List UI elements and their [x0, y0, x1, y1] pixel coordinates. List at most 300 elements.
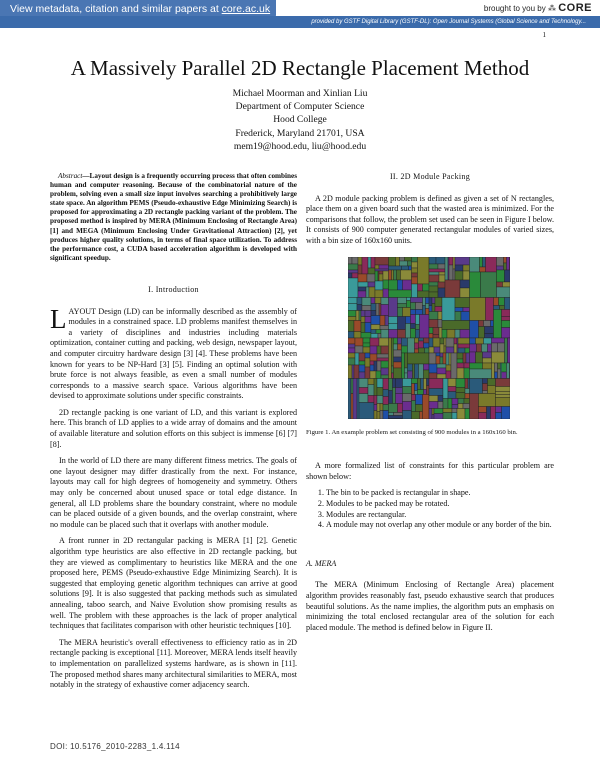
packed-module: [389, 280, 398, 290]
packing-paragraph-2: A more formalized list of constraints for this particular problem are shown below:: [306, 461, 554, 481]
packed-module: [363, 338, 370, 343]
packed-module: [359, 310, 361, 320]
packed-module: [389, 418, 403, 419]
constraint-list: [306, 488, 554, 530]
left-column: [50, 172, 297, 697]
packed-module: [368, 395, 374, 402]
packed-module: [405, 368, 408, 373]
intro-paragraph-5: The MERA heuristic's overall effectiveness to efficiency ratio as in 2D rectangle packing is exceptional [11]. Moreover, MERA lends itself heavily to implementation on parallelized systems hardware, as is shown in [11]. The proposed method shares many architectural similarities to MERA, most notably in the strategy of exhaustive corner adjacency search.: [50, 637, 297, 690]
packed-module: [358, 287, 366, 291]
packed-module: [348, 297, 357, 303]
packed-module: [394, 338, 398, 344]
packed-module: [381, 329, 389, 338]
packed-module: [379, 303, 381, 315]
packed-module: [466, 353, 470, 363]
packed-module: [470, 320, 479, 338]
packed-module: [374, 378, 377, 395]
packed-module: [412, 383, 415, 394]
packed-module: [365, 322, 371, 332]
packed-module: [429, 319, 438, 327]
packed-module: [370, 346, 377, 354]
packed-module: [496, 394, 511, 397]
packed-module: [440, 353, 443, 357]
packed-module: [357, 304, 362, 310]
packed-module: [458, 403, 463, 408]
packed-module: [465, 348, 470, 353]
packed-module: [415, 338, 419, 343]
packed-module: [408, 338, 415, 353]
packed-module: [377, 361, 381, 371]
packed-module: [485, 333, 494, 338]
packed-module: [363, 343, 370, 347]
packed-module: [419, 341, 424, 348]
packed-module: [497, 270, 505, 282]
packed-module: [443, 412, 452, 419]
packed-module: [405, 257, 412, 261]
packed-module: [507, 257, 510, 270]
packed-module: [365, 358, 370, 367]
packed-module: [463, 271, 470, 280]
packed-module: [376, 303, 379, 315]
packed-module: [486, 297, 494, 320]
packed-module: [358, 257, 362, 265]
packed-module: [403, 401, 412, 410]
packed-module: [445, 257, 448, 280]
packed-module: [371, 310, 376, 315]
packed-module: [383, 280, 389, 289]
packed-module: [432, 303, 435, 311]
packed-module: [496, 406, 502, 412]
packed-module: [412, 400, 416, 411]
packed-module: [359, 365, 365, 372]
packed-module: [448, 386, 456, 391]
packed-module: [416, 404, 423, 411]
packed-module: [455, 311, 461, 320]
packed-module: [457, 368, 464, 379]
packed-module: [369, 287, 375, 298]
packed-module: [408, 371, 413, 379]
packed-module: [500, 305, 505, 309]
packed-module: [407, 297, 411, 300]
packed-module: [368, 384, 374, 395]
packed-module: [488, 344, 492, 352]
figure-caption: Figure 1. An example problem set consisting of 900 modules in a 160x160 bin.: [306, 428, 518, 436]
packed-module: [396, 393, 403, 403]
packed-module: [394, 362, 402, 368]
packed-module: [383, 389, 389, 396]
packed-module: [380, 325, 389, 329]
packed-module: [409, 266, 412, 270]
packed-module: [463, 353, 466, 363]
packed-module: [480, 257, 483, 267]
packed-module: [416, 309, 423, 314]
packed-module: [412, 262, 418, 268]
packed-module: [429, 282, 438, 286]
packed-module: [420, 411, 423, 419]
provided-by-bar[interactable]: [0, 16, 600, 28]
constraint-item: 2. Modules to be packed may be rotated.: [326, 499, 554, 510]
packed-module: [449, 257, 453, 265]
packed-module: [354, 320, 361, 331]
packed-module: [405, 353, 408, 368]
packed-module: [394, 357, 402, 362]
packed-module: [416, 302, 423, 309]
packed-module: [455, 265, 463, 271]
packed-module: [381, 375, 389, 379]
packed-module: [432, 414, 434, 419]
packed-module: [456, 392, 465, 398]
packed-module: [487, 406, 491, 419]
packed-module: [434, 413, 443, 419]
packed-module: [354, 331, 361, 338]
packed-module: [437, 374, 446, 379]
packed-module: [481, 272, 497, 298]
packed-module: [485, 326, 494, 333]
packed-module: [438, 401, 443, 408]
packed-module: [416, 394, 423, 404]
packed-module: [381, 368, 389, 375]
packed-module: [389, 297, 398, 316]
packed-module: [455, 297, 470, 307]
author-institution: Hood College: [273, 114, 327, 126]
mera-paragraph: The MERA (Minimum Enclosing of Rectangle Area) placement algorithm provides reasonably fast, pseudo exhaustive search that produces beautiful solutions. As the name implies, the algorithm puts an emphasis on minimizing the total enclosed rectangular area of the solution for each placed module. The method is defined below in Figure II.: [306, 580, 554, 632]
packed-module: [488, 378, 496, 385]
packed-module: [503, 282, 511, 287]
packed-module: [496, 412, 502, 419]
packed-module: [499, 297, 505, 305]
page-number: 1: [542, 31, 546, 39]
provided-by-text: provided by GSTF Digital Library (GSTF-DL): Open Journal Systems (Global Science and Technology...: [311, 19, 586, 25]
packed-module: [389, 290, 412, 298]
packed-module: [510, 363, 511, 372]
packed-module: [465, 388, 470, 393]
packed-module: [429, 305, 432, 311]
packed-module: [392, 366, 394, 373]
packed-module: [486, 257, 497, 272]
packed-module: [483, 390, 488, 393]
packing-figure: [348, 257, 510, 419]
packed-module: [434, 347, 440, 353]
packed-module: [394, 344, 398, 350]
packed-module: [396, 378, 403, 387]
packed-module: [482, 344, 488, 352]
packing-paragraph-1: A 2D module packing problem is defined as given a set of N rectangles, place them on a given board such that the wasted area is minimized. For the comparisons that follow, the problem set used can be seen in Figure I below. It consists of 900 computer generated rectangular modules of varied sizes, with a bin size of 160x160 units.: [306, 193, 554, 245]
packed-module: [406, 323, 411, 338]
packed-module: [411, 297, 423, 302]
packed-module: [496, 391, 511, 394]
packed-module: [370, 354, 377, 361]
packed-module: [361, 332, 371, 338]
packed-module: [380, 403, 383, 410]
packed-module: [504, 263, 507, 270]
packed-module: [383, 378, 389, 389]
packed-module: [464, 398, 470, 403]
packed-module: [403, 280, 412, 290]
packed-module: [429, 286, 438, 292]
packed-module: [440, 357, 443, 364]
core-badge[interactable]: [484, 2, 592, 14]
packed-module: [376, 371, 381, 379]
packed-module: [504, 257, 507, 263]
packed-module: [394, 350, 402, 357]
packed-module: [379, 271, 383, 274]
section-heading-module-packing: II. 2D Module Packing: [389, 172, 471, 181]
packed-module: [377, 354, 389, 358]
packed-module: [498, 363, 501, 369]
packed-module: [451, 353, 457, 379]
packed-module: [418, 257, 430, 284]
author-names: Michael Moorman and Xinlian Liu: [232, 88, 368, 99]
packed-module: [456, 378, 465, 387]
packed-module: [436, 353, 440, 356]
packed-module: [438, 395, 443, 401]
packed-module: [389, 323, 398, 329]
core-logo: CORE: [558, 2, 592, 14]
packed-module: [470, 257, 480, 272]
packed-module: [429, 408, 432, 419]
packed-module: [479, 412, 487, 419]
packed-module: [413, 364, 415, 379]
section-heading-introduction: I. Introduction: [148, 284, 199, 294]
packed-module: [491, 320, 494, 326]
packed-module: [381, 361, 389, 368]
packed-module: [412, 273, 418, 277]
packed-module: [429, 275, 439, 282]
packed-module: [394, 270, 397, 280]
packed-module: [394, 368, 402, 379]
brought-by-text: brought to you by: [483, 4, 546, 13]
packed-module: [423, 305, 426, 314]
packed-module: [377, 411, 380, 419]
packed-module: [424, 364, 430, 370]
packed-module: [445, 280, 460, 298]
packed-module: [457, 363, 464, 368]
packed-module: [403, 378, 412, 386]
packed-module: [403, 393, 412, 401]
packed-module: [480, 267, 486, 272]
packed-module: [374, 404, 377, 410]
packed-module: [383, 410, 389, 419]
intro-paragraph-1-text: AYOUT Design (LD) can be informally described as the assembly of modules in a constrained space. LD problems manifest themselves in a variety of disciplines and industries including materials optimization, container cutting and packing, web design, newspaper layout, and computer circuitry hardware design [3] [4]. These problems have been known for years to be NP-Hard [3] [5]. Finding an optimal solution with brute force is not always feasible, as even a small number of modules corresponds to a massive search space. Various algorithms have been devised to approximate solutions under specific constraints.: [50, 306, 297, 401]
packed-module: [368, 268, 375, 274]
packed-module: [348, 365, 352, 379]
packed-module: [416, 314, 420, 324]
packed-module: [359, 361, 365, 365]
packed-module: [355, 353, 359, 365]
packed-module: [438, 264, 445, 269]
intro-paragraph-4: A front runner in 2D rectangular packing is MERA [1] [2]. Genetic algorithm type heuristics are also effective in 2D rectangle packing, but they are viewed as complimentary to heuristics like MERA and the one proposed here, PEMS (Pseudo-exhaustive Edge Minimizing Search). It is suggested that employing genetic algorithm techniques can arrive at good solutions [9]. It is also suggested that packing methods such as simulated annealing, taboo search, and Naive Evolution show promising results as well. The problem with these approaches is the lack of proper analytical techniques that facilitates comparison with other heuristic techniques [10].: [50, 536, 297, 631]
packed-module: [359, 378, 368, 387]
packed-module: [371, 324, 380, 329]
packed-module: [403, 386, 412, 393]
packed-module: [389, 266, 402, 270]
packed-module: [418, 378, 421, 389]
packed-module: [453, 269, 455, 280]
packed-module: [470, 344, 477, 352]
packed-module: [436, 257, 445, 264]
packed-module: [377, 378, 383, 387]
packed-module: [375, 265, 379, 269]
packed-module: [446, 353, 449, 365]
packed-module: [502, 316, 511, 320]
packed-module: [379, 338, 389, 346]
packed-module: [368, 257, 371, 268]
packed-module: [448, 398, 452, 408]
packed-module: [362, 297, 371, 305]
packed-module: [502, 309, 511, 316]
intro-paragraph-3: In the world of LD there are many different fitness metrics. The goals of one layout designer may differ drastically from the next. For instance, layouts may call for high degrees of homogeneity and symmetry. Others may only be concerned about unused space or total edge distance. In general, all LD problems share the boundary constraint, where no module can be placed outside of a given bounds, and the overlap constraint, where no module can be placed such that it overlaps with another module.: [50, 456, 297, 529]
packed-module: [408, 353, 430, 364]
packed-module: [455, 257, 470, 265]
packed-module: [438, 282, 445, 288]
packed-module: [375, 281, 383, 290]
packed-module: [442, 320, 470, 329]
packed-module: [452, 412, 457, 419]
packed-module: [508, 338, 511, 363]
packed-module: [483, 358, 492, 363]
packed-module: [468, 378, 470, 388]
packed-module: [439, 275, 445, 282]
packed-module: [470, 369, 492, 379]
packed-module: [429, 378, 443, 388]
packed-module: [470, 363, 483, 369]
packed-module: [492, 338, 505, 343]
packed-module: [358, 282, 368, 287]
constraint-item: 3. Modules are rectangular.: [326, 510, 554, 521]
packed-module: [429, 373, 437, 379]
core-logo-icon: ⁂: [547, 4, 556, 13]
packed-module: [423, 284, 430, 291]
packed-module: [458, 348, 465, 353]
packed-module: [403, 307, 411, 316]
packed-module: [406, 316, 411, 323]
packed-module: [380, 410, 383, 419]
packed-module: [458, 338, 470, 344]
packed-module: [403, 410, 412, 419]
packed-module: [401, 270, 412, 280]
packed-module: [495, 363, 498, 372]
packed-module: [447, 329, 455, 338]
packed-module: [488, 385, 496, 393]
packed-module: [433, 334, 439, 338]
packed-module: [437, 364, 446, 368]
packed-module: [371, 303, 376, 310]
packed-module: [425, 348, 430, 353]
packed-module: [368, 378, 374, 384]
packed-module: [502, 363, 507, 372]
packed-module: [484, 320, 491, 326]
packed-module: [353, 378, 357, 419]
packed-module: [470, 352, 476, 363]
packed-module: [383, 396, 389, 404]
packed-module: [389, 415, 403, 418]
packed-module: [411, 314, 416, 323]
packed-module: [492, 363, 495, 379]
packed-module: [483, 363, 492, 369]
packed-module: [389, 338, 392, 379]
packed-module: [455, 307, 463, 311]
packed-module: [348, 303, 357, 310]
packed-module: [470, 338, 476, 344]
packed-module: [411, 323, 416, 328]
packed-module: [393, 387, 396, 403]
packed-module: [398, 316, 406, 329]
packed-module: [505, 297, 511, 309]
packed-module: [429, 327, 433, 333]
packed-module: [470, 378, 483, 393]
packed-module: [436, 356, 440, 364]
packed-module: [374, 410, 377, 419]
abstract-text: —Layout design is a frequently occurring process that often combines human and computer reasoning. Because of the combinatorial nature of the problem, solving even a small size input involves searching a prohibitively large state space. An algorithm PEMS (Pseudo-exhaustive Edge Minimizing Search) is proposed for approximating a 2D rectangle packing variant of the problem. The proposed method is inspired by MERA (Minimum Enclosing of Rectangle Area) [1] and MEGA (Minimum Enclosing Under Gravitational Attraction) [2], yet produces higher quality solutions, in terms of final space utilization. To address the performance cost, a CUDA based acceleration algorithm is developed with significant speedup.: [50, 172, 297, 262]
packed-module: [429, 272, 439, 275]
packed-module: [505, 338, 508, 363]
intro-paragraph-2: 2D rectangle packing is one variant of LD, and this variant is explored here. This branch of LD applies to a wide array of domains and the amount of available literature and solution efforts on this subject is immense [6] [7] [8].: [50, 407, 297, 449]
packed-module: [448, 391, 456, 398]
packed-module: [411, 328, 416, 338]
packed-module: [348, 331, 354, 338]
packed-module: [412, 284, 418, 298]
packed-module: [407, 300, 411, 307]
packed-module: [497, 257, 504, 266]
packed-module: [402, 346, 408, 353]
packed-module: [510, 257, 511, 270]
packed-module: [348, 273, 352, 278]
author-department: Department of Computer Science: [235, 101, 365, 113]
packed-module: [434, 408, 443, 413]
packed-module: [449, 265, 453, 280]
packed-module: [510, 372, 511, 379]
packed-module: [371, 315, 380, 324]
packed-module: [379, 265, 389, 269]
doi: DOI: 10.5176_2010-2283_1.4.114: [50, 742, 180, 751]
packed-module: [412, 378, 418, 383]
packed-module: [416, 324, 420, 329]
packed-module: [358, 274, 367, 282]
author-address: Frederick, Maryland 21701, USA: [235, 127, 365, 139]
packed-module: [455, 329, 460, 338]
packed-module: [398, 403, 403, 412]
packed-module: [443, 398, 448, 408]
packed-module: [454, 344, 457, 353]
packed-module: [362, 305, 371, 310]
packed-module: [438, 311, 442, 319]
packed-module: [371, 257, 375, 268]
packed-module: [419, 348, 425, 353]
packed-module: [439, 272, 445, 275]
packed-module: [476, 338, 484, 344]
packed-module: [461, 311, 470, 320]
packed-module: [400, 257, 405, 261]
packed-module: [429, 388, 443, 395]
packed-module: [470, 297, 486, 320]
packed-module: [402, 338, 408, 346]
metadata-link-site[interactable]: core.ac.uk: [221, 3, 271, 15]
author-block: [0, 87, 600, 153]
constraint-item: 4. A module may not overlap any other module or any border of the bin.: [326, 520, 554, 531]
packed-module: [348, 257, 352, 264]
packed-module: [389, 316, 398, 323]
packed-module: [366, 287, 369, 298]
packed-module: [412, 268, 418, 273]
packed-module: [359, 387, 368, 393]
packed-module: [464, 368, 470, 379]
packed-module: [365, 316, 371, 322]
packed-module: [496, 397, 511, 406]
packed-module: [446, 347, 454, 353]
packed-module: [411, 309, 416, 314]
packed-module: [348, 316, 356, 320]
packed-module: [398, 329, 406, 338]
